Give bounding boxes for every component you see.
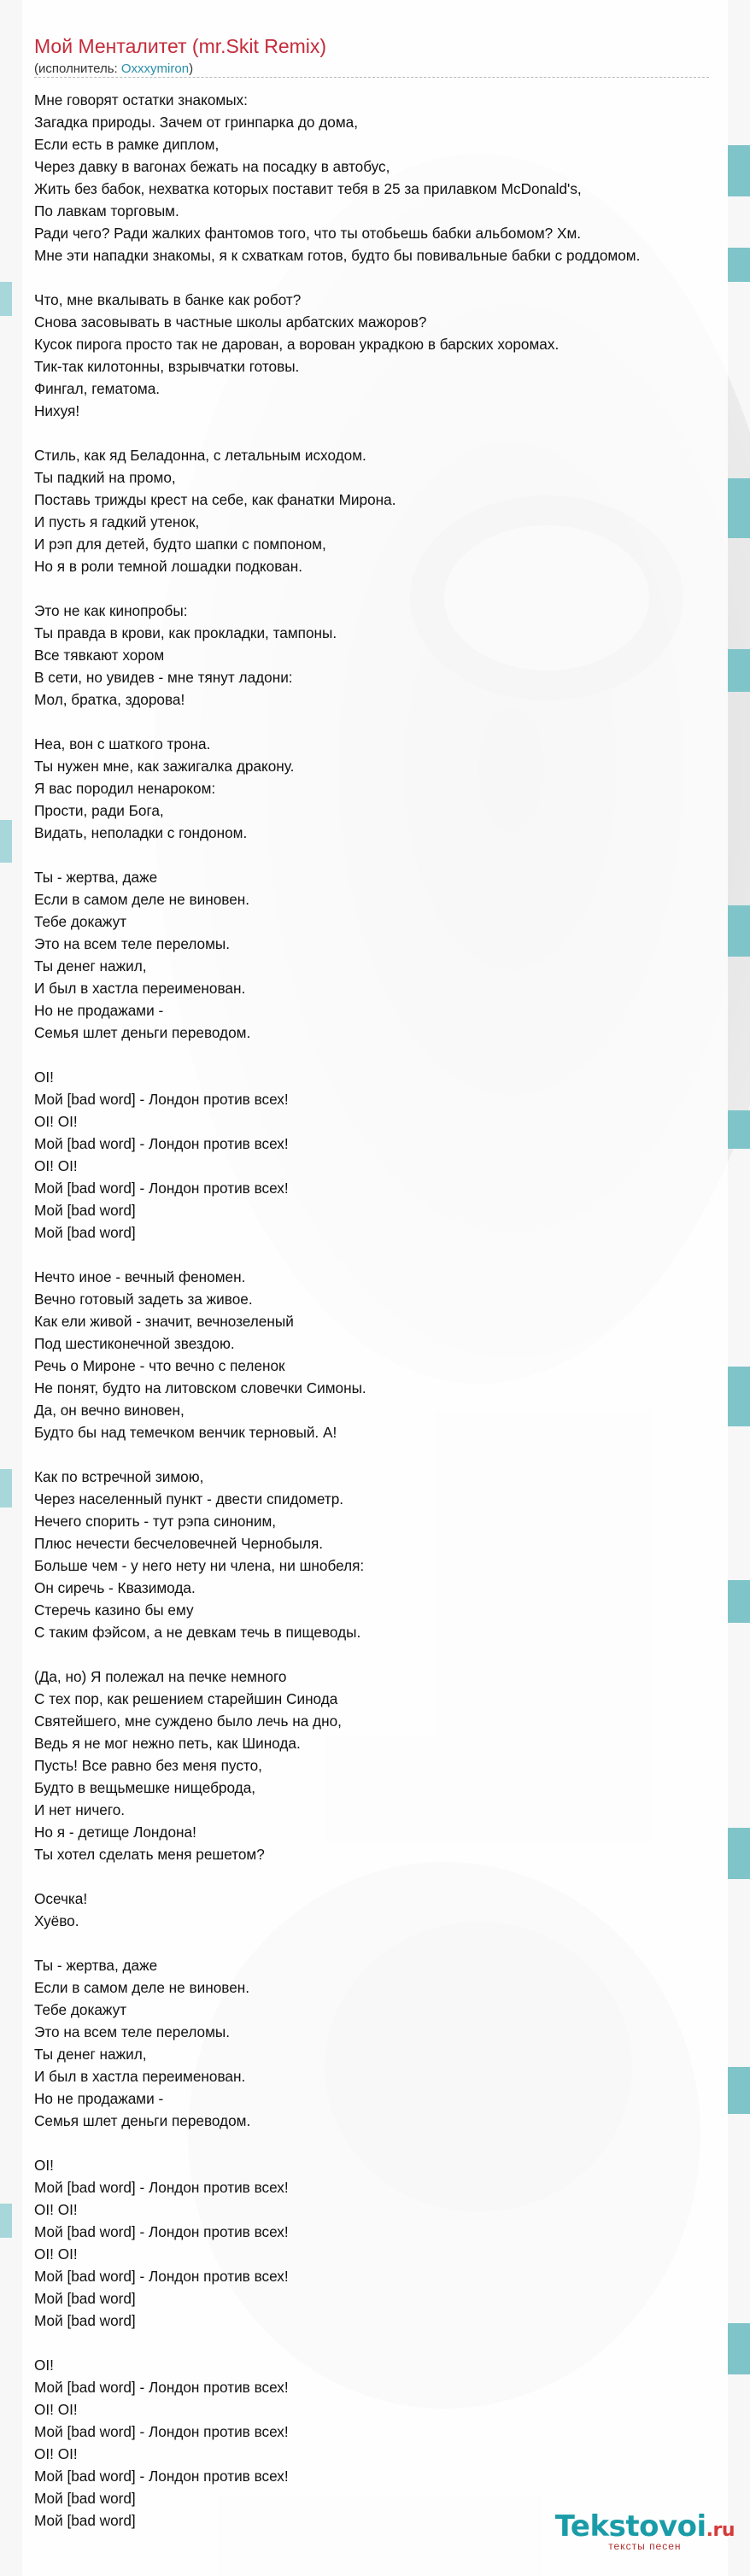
artist-prefix: (исполнитель: [34,61,121,76]
content-panel [22,0,728,2576]
song-title: Мой Менталитет (mr.Skit Remix) [34,35,327,57]
header-divider [34,77,709,78]
song-header [34,34,718,78]
logo-suffix-text: .ru [706,2520,735,2541]
logo-wordmark [555,2509,735,2544]
logo-subtitle: тексты песен [608,2540,682,2552]
logo-main-text: Tekstovoi [554,2509,706,2544]
artist-suffix: ) [189,61,194,76]
artist-link[interactable]: Oxxxymiron [120,61,190,76]
artist-line [34,61,718,78]
lyrics-text: Мне говорят остатки знакомых: Загадка природы. Зачем от гринпарка до дома, Если есть в рамке диплом, Через давку в вагонах бежать на посадку в автобус, Жить без бабок, нехватка которых поставит тебя в 25 за прилавком McDonald's, По лавкам торговым. Ради чего? Ради жалких фантомов того, что ты отобьешь бабки альбомом? Хм. Мне эти нападки знакомы, я к схваткам готов, будто бы повивальные бабки с роддомом. Что, мне вкалывать в банке как робот? Снова засовывать в частные школы арбатских мажоров? Кусок пирога просто так не дарован, а ворован украдкою в барских хоромах. Тик-так килотонны, взрывчатки готовы. Фингал, гематома. Нихуя! Стиль, как яд Беладонна, с летальным исходом. Ты падкий на промо, Поставь трижды крест на себе, как фанатки Мирона. И пусть я гадкий утенок, И рэп для детей, будто шапки с помпоном, Но я в роли темной лошадки подкован. Это не как кинопробы: Ты правда в крови, как прокладки, тампоны. Все тявкают хором В сети, но увидев - мне тянут ладони: Мол, братка, здорова! Неа, вон с шаткого трона. Ты нужен мне, как зажигалка дракону. Я вас породил ненароком: Прости, ради Бога, Видать, неполадки с гондоном. Ты - жертва, даже Если в самом деле не виновен. Тебе докажут Это на всем теле переломы. Ты денег нажил, И был в хастла переименован. Но не продажами - Семья шлет деньги переводом. ОІ! Мой [bad word] - Лондон против всех! ОІ! ОІ! Мой [bad word] - Лондон против всех! ОІ! ОІ! Мой [bad word] - Лондон против всех! Мой [bad word] Мой [bad word] Нечто иное - вечный феномен. Вечно готовый задеть за живое. Как ели живой - значит, вечнозеленый Под шестиконечной звездою. Речь о Мироне - что вечно с пеленок Не понят, будто на литовском словечки Симоны. Да, он вечно виновен, Будто бы над темечком венчик терновый. А! Как по встречной зимою, Через населенный пункт - двести спидометр. Нечего спорить - тут рэпа синоним, Плюс нечести бесчеловечней Чернобыля. Больше чем - у него нету ни члена, ни шнобеля: Он сиречь - Квазимода. Стеречь казино бы ему С таким фэйсом, а не девкам течь в пищеводы. (Да, но) Я полежал на печке немного С тех пор, как решением старейшин Синода Святейшего, мне суждено было лечь на дно, Ведь я не мог нежно петь, как Шинода. Пусть! Все равно без меня пусто, Будто в вещьмешке нищеброда, И нет ничего. Но я - детище Лондона! Ты хотел сделать меня решетом? Осечка! Хуёво. Ты - жертва, даже Если в самом деле не виновен. Тебе докажут Это на всем теле переломы. Ты денег нажил, И был в хастла переименован. Но не продажами - Семья шлет деньги переводом. ОІ! Мой [bad word] - Лондон против всех! ОІ! ОІ! Мой [bad word] - Лондон против всех! ОІ! ОІ! Мой [bad word] - Лондон против всех! Мой [bad word] Мой [bad word] ОІ! Мой [bad word] - Лондон против всех! ОІ! ОІ! Мой [bad word] - Лондон против всех! ОІ! ОІ! Мой [bad word] - Лондон против всех! Мой [bad word] Мой [bad word] [34,91,641,2529]
site-logo[interactable] [555,2509,735,2552]
